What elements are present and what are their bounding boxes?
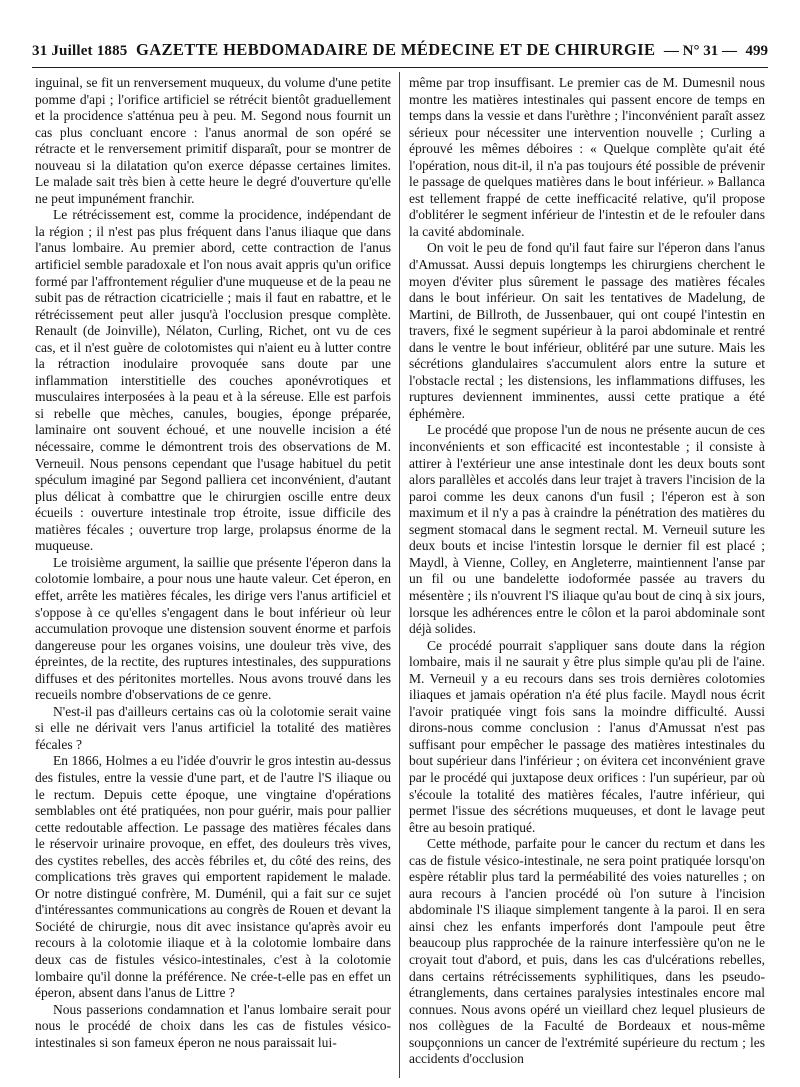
left-column — [35, 75, 391, 1051]
paragraph: Ce procédé pourrait s'appliquer sans doute dans la région lombaire, mais il ne saurait y être plus simple qu'au pli de l'aine. M. Verneuil y a eu recours dans ses trois dernières colotomies iliaques et jamais opération n'a été plus facile. Maydl nous écrit l'avoir pratiquée vingt fois sans la moindre difficulté. Aussi dirons-nous comme conclusion : l'anus d'Amussat n'est pas suffisant pour empêcher le passage des matières intestinales du bout supérieur dans l'inférieur ; on évitera cet inconvénient grave par le procédé qui juxtapose deux orifices : l'un supérieur, par où s'écoule la totalité des matières fécales, l'autre inférieur, qui permet l'issue des sécrétions muqueuses, et dont le lavage peut être au besoin pratiqué. — [409, 637, 765, 835]
page-number: 499 — [745, 43, 768, 59]
header-rule — [32, 67, 768, 68]
right-column — [409, 75, 765, 1068]
paragraph: Le troisième argument, la saillie que présente l'éperon dans la colotomie lombaire, a pour nous une haute valeur. Cet éperon, en effet, arrête les matières fécales, les dirige vers l'anus artificiel et s'oppose à ce qu'elles s'engagent dans le bout inférieur où leur accumulation provoque une distension souvent énorme et parfois dangereuse pour les organes voisins, une douleur très vive, des épreintes, de la rectite, des ruptures intestinales, des suppurations diffuses et des péritonites mortelles. Nous avons trouvé dans les recueils nombre d'observations de ce genre. — [35, 554, 391, 703]
paragraph: même par trop insuffisant. Le premier cas de M. Dumesnil nous montre les matières intestinales qui passent encore de temps en temps dans la vessie et dans l'urèthre ; l'inconvénient paraît assez sérieux pour nécessiter une intervention nouvelle ; Curling a éprouvé les mêmes déboires : « Quelque complète qu'ait été l'opération, nous dit-il, il n'a pas toujours été possible de prévenir le passage de quelques matières dans le bout inférieur. » Ballanca est tellement frappé de cette inefficacité relative, qu'il propose d'oblitérer le segment inférieur de l'intestin et de le refouler dans la cavité abdominale. — [409, 75, 765, 239]
journal-title: GAZETTE HEBDOMADAIRE DE MÉDECINE ET DE CHIRURGIE — [135, 40, 656, 59]
paragraph: On voit le peu de fond qu'il faut faire sur l'éperon dans l'anus d'Amussat. Aussi depuis longtemps les chirurgiens cherchent le moyen d'éviter plus sûrement le passage des matières fécales dans le bout inférieur. On sait les tentatives de Madelung, de Martini, de Billroth, de Jussenbauer, qui ont coupé l'intestin en travers, fixé le segment supérieur à la paroi abdominale et rentré dans le ventre le bout inférieur, oblitéré par une suture. Mais les sécrétions glandulaires s'accumulent alors entre la suture et l'obstacle rectal ; les distensions, les inflammations diffuses, les ruptures deviennent imminentes, aussi cette pratique a été éphémère. — [409, 240, 765, 421]
paragraph: inguinal, se fit un renversement muqueux, du volume d'une petite pomme d'api ; l'orifice artificiel se rétrécit bientôt graduellement et la procidence s'atténua peu à peu. M. Segond nous fournit un cas plus concluant encore : l'anus anormal de son opéré se rétracte et le renversement primitif disparaît, pour se montrer de nouveau si la dilatation qu'on exerce dépasse certaines limites. Le malade sait très bien à cette heure le degré d'ouverture qu'elle ne peut impunément franchir. — [35, 75, 391, 206]
running-header — [32, 40, 768, 66]
paragraph: Le procédé que propose l'un de nous ne présente aucun de ces inconvénients et son efficacité est incontestable ; il consiste à attirer à l'extérieur une anse intestinale dont les deux bouts sont alors parallèles et accolés dans leur trajet à travers l'incision de la paroi comme les deux canons d'un fusil ; l'éperon est à son maximum et il n'y a pas à craindre la pénétration des matières du segment stomacal dans le segment rectal. M. Verneuil suture les deux bouts et incise l'intestin lorsque le dernier fil est placé ; Maydl, à Vienne, Colley, en Angleterre, maintiennent l'anse par un fil ou une bandelette iodoformée passée au travers du mésentère ; ils n'ouvrent l'S iliaque qu'au bout de cinq à six jours, lorsque les adhérences entre le côlon et la paroi abdominale sont déjà solides. — [409, 422, 765, 637]
paragraph: Nous passerions condamnation et l'anus lombaire serait pour nous le procédé de choix dans les cas de fistules vésico-intestinales si son fameux éperon ne nous paraissait lui- — [35, 1001, 391, 1050]
issue-number: — N° 31 — — [663, 43, 738, 59]
paragraph: Le rétrécissement est, comme la procidence, indépendant de la région ; il n'est pas plus fréquent dans l'anus iliaque que dans l'anus lombaire. Au premier abord, cette contraction de l'anus artificiel semble paradoxale et l'on nous avait appris qu'un orifice formé par l'affrontement régulier d'une muqueuse et de la peau ne subit pas de rétraction cicatricielle ; mais il faut en rabattre, et le rétrécissement peut aller jusqu'à l'occlusion presque complète. Renault (de Joinville), Nélaton, Curling, Richet, ont vu de ces cas, et il n'est guère de colotomistes qui n'aient eu à lutter contre la rétraction inodulaire provoquée sans doute par une inflammation interstitielle des couches aponévrotiques et musculaires interposées à la peau et à la séreuse. Elle est parfois si rebelle que mèches, canules, bougies, éponge préparée, laminaire ont souvent échoué, et une nouvelle incision a été nécessaire, comme le démontrent trois des observations de M. Verneuil. Nous pensons cependant que l'usage habituel du petit spéculum imaginé par Segond palliera cet inconvénient, d'autant plus délicat à combattre que le chirurgien oscille entre deux écueils : ouverture intestinale trop étroite, issue difficile des matières fécales ; ouverture trop large, prolapsus énorme de la muqueuse. — [35, 207, 391, 554]
column-divider — [399, 72, 400, 1078]
paragraph: En 1866, Holmes a eu l'idée d'ouvrir le gros intestin au-dessus des fistules, entre la vessie d'une part, et de l'autre l'S iliaque ou le rectum. Depuis cette époque, une vingtaine d'opérations semblables ont été pratiquées, non pour guérir, mais pour pallier cette redoutable affection. Le passage des matières fécales dans le réservoir urinaire provoque, en effet, des douleurs très vives, des cystites rebelles, des accès fébriles et, du côté des reins, des complications très graves qui emportent rapidement le malade. Or notre distingué confrère, M. Duménil, qui a fait sur ce sujet d'intéressantes communications au congrès de Rouen et devant la Société de chirurgie, nous dit avec insistance qu'après avoir eu recours à la colotomie iliaque et à la colotomie lombaire dans deux cas de fistules vésico-intestinales, c'est à la colotomie lombaire qu'il donne la préférence. Ne crée-t-elle pas en effet un éperon, absent dans l'anus de Littre ? — [35, 753, 391, 1001]
paragraph: N'est-il pas d'ailleurs certains cas où la colotomie serait vaine si elle ne dérivait vers l'anus artificiel la totalité des matières fécales ? — [35, 703, 391, 752]
issue-date: 31 Juillet 1885 — [32, 43, 128, 59]
paragraph: Cette méthode, parfaite pour le cancer du rectum et dans les cas de fistule vésico-intestinale, ne sera point pratiquée lorsqu'on espère rétablir plus tard la perméabilité des voies naturelles ; on aura recours à l'ancien procédé où l'on suture à l'incision abdominale l'S iliaque simplement tangente à la paroi. Il en sera ainsi chez les enfants imperforés dont l'ampoule peut être beaucoup plus rapprochée de la rainure interfessière qu'on ne le croyait tout d'abord, et puis, dans les cas d'ulcérations rebelles, dans certains rétrécissements syphilitiques, dans les pseudo-étranglements, dans certaines paralysies intestinales encore mal connues. Nous avons opéré un vieillard chez lequel plusieurs de nos collègues de la Faculté de Bordeaux et nous-même soupçonnions un cancer de l'extrémité supérieure du rectum ; les accidents d'occlusion — [409, 836, 765, 1067]
